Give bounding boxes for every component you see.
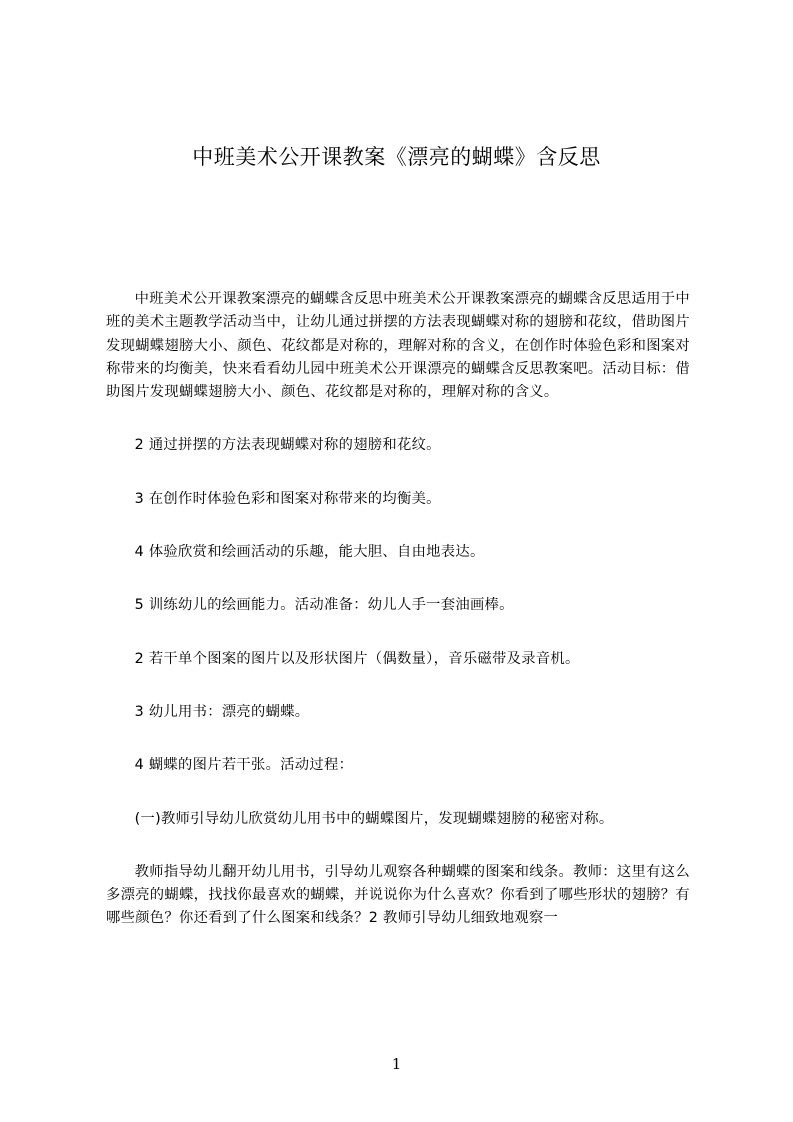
document-title: 中班美术公开课教案《漂亮的蝴蝶》含反思 xyxy=(192,145,601,169)
paragraph-process-1: (一)教师引导幼儿欣赏幼儿用书中的蝴蝶图片，发现蝴蝶翅膀的秘密对称。 xyxy=(134,810,614,827)
paragraph-goal-2: 2 通过拼摆的方法表现蝴蝶对称的翅膀和花纹。 xyxy=(134,437,441,454)
paragraph-prep-3: 3 幼儿用书：漂亮的蝴蝶。 xyxy=(134,703,310,720)
paragraph-goal-4: 4 体验欣赏和绘画活动的乐趣，能大胆、自由地表达。 xyxy=(134,544,485,561)
paragraph-prep-4: 4 蝴蝶的图片若干张。活动过程： xyxy=(134,757,354,774)
document-body xyxy=(106,288,690,931)
paragraph-goal-5: 5 训练幼儿的绘画能力。活动准备：幼儿人手一套油画棒。 xyxy=(134,597,514,614)
paragraph-process-detail: 教师指导幼儿翻开幼儿用书，引导幼儿观察各种蝴蝶的图案和线条。教师：这里有这么多漂亮的蝴蝶，找找你最喜欢的蝴蝶，并说说你为什么喜欢？你看到了哪些形状的翅膀？有哪些颜色？你还看到了什么图案和线条？2 教师引导幼儿细致地观察一 xyxy=(106,863,690,927)
paragraph-goal-3: 3 在创作时体验色彩和图案对称带来的均衡美。 xyxy=(134,490,441,507)
page-number: 1 xyxy=(391,1055,402,1073)
paragraph-prep-2: 2 若干单个图案的图片以及形状图片（偶数量），音乐磁带及录音机。 xyxy=(134,650,580,667)
paragraph-intro: 中班美术公开课教案漂亮的蝴蝶含反思中班美术公开课教案漂亮的蝴蝶含反思适用于中班的美术主题教学活动当中，让幼儿通过拼摆的方法表现蝴蝶对称的翅膀和花纹，借助图片发现蝴蝶翅膀大小、颜色、花纹都是对称的，理解对称的含义，在创作时体验色彩和图案对称带来的均衡美，快来看看幼儿园中班美术公开课漂亮的蝴蝶含反思教案吧。活动目标：借助图片发现蝴蝶翅膀大小、颜色、花纹都是对称的，理解对称的含义。 xyxy=(106,291,690,401)
